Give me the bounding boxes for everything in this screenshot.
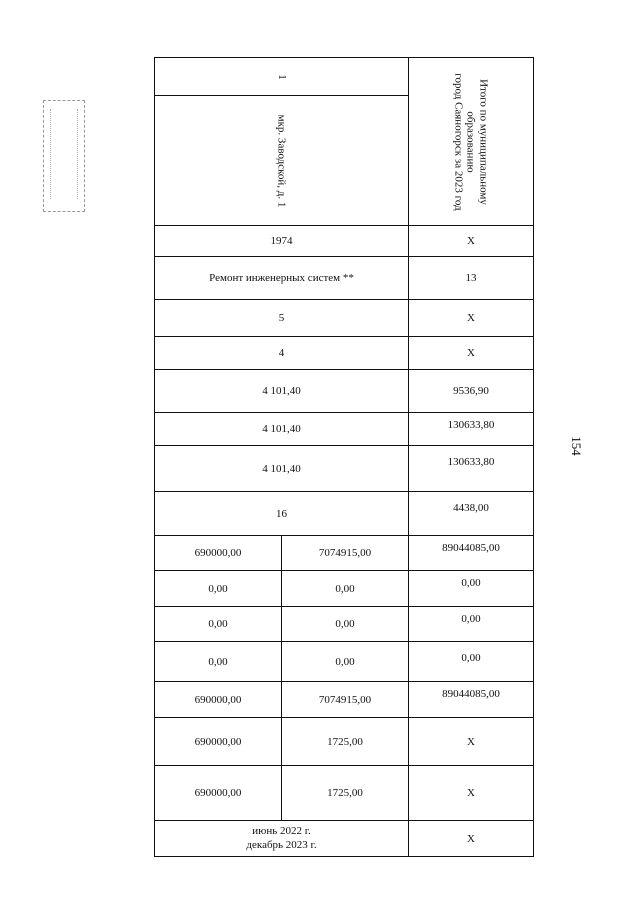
cell-right: 0,00: [408, 571, 533, 606]
cell-b: 0,00: [281, 571, 408, 606]
cell-right: 89044085,00: [408, 536, 533, 570]
cell-left: Ремонт инженерных систем **: [209, 272, 354, 284]
cell-right: 0,00: [408, 642, 533, 681]
header-row: [155, 58, 533, 226]
cell-right: 89044085,00: [408, 682, 533, 717]
stamp-mark: [43, 100, 85, 212]
table-row: [155, 607, 533, 642]
cell-left: 4 101,40: [262, 423, 301, 435]
cell-right: 4438,00: [408, 492, 533, 535]
header-right-line: город Саяногорск за 2023 год: [452, 72, 465, 211]
cell-right: Х: [408, 337, 533, 369]
table-row: [155, 766, 533, 821]
cell-left: 16: [276, 507, 287, 520]
cell-right: Х: [408, 226, 533, 256]
cell-right: 130633,80: [408, 413, 533, 445]
cell-right: Х: [408, 300, 533, 336]
table-row: [155, 257, 533, 300]
table-row: [155, 226, 533, 257]
cell-left: 4: [278, 347, 285, 359]
header-right-text: [452, 73, 490, 210]
cell-right: 13: [408, 257, 533, 299]
cell-left: 4 101,40: [262, 462, 301, 475]
cell-b: 0,00: [281, 607, 408, 641]
table-row: [155, 642, 533, 682]
table-row: [155, 492, 533, 536]
header-right-line: Итого по муниципальному: [477, 78, 490, 205]
cell-a: 690000,00: [194, 735, 242, 748]
cell-right: Х: [408, 718, 533, 765]
header-right-line: образованию: [465, 110, 478, 173]
cell-b: 1725,00: [281, 718, 408, 765]
table-row: [155, 571, 533, 607]
header-number-label: 1: [275, 73, 288, 80]
cell-right: Х: [408, 766, 533, 820]
cell-b: 0,00: [281, 642, 408, 681]
data-table: [154, 57, 534, 857]
date-start: июнь 2022 г.: [252, 825, 311, 838]
table-row: [155, 413, 533, 446]
date-end: декабрь 2023 г.: [246, 838, 317, 851]
cell-left: 4 101,40: [262, 385, 301, 397]
header-right: [408, 58, 533, 225]
table-row: [155, 718, 533, 766]
cell-right: 9536,90: [408, 370, 533, 412]
table-row: [155, 821, 533, 856]
cell-a: 690000,00: [194, 787, 242, 799]
cell-left-dates: [155, 821, 408, 856]
cell-right: 130633,80: [408, 446, 533, 491]
cell-a: 0,00: [208, 655, 228, 668]
cell-right: 0,00: [408, 607, 533, 641]
cell-right: Х: [408, 821, 533, 856]
cell-a: 0,00: [208, 618, 228, 630]
cell-a: 690000,00: [194, 693, 242, 706]
cell-b: 1725,00: [281, 766, 408, 820]
header-left-top: [155, 58, 408, 96]
cell-a: 690000,00: [194, 547, 242, 559]
header-left-address: [155, 96, 408, 226]
table-row: [155, 337, 533, 370]
table-row: [155, 682, 533, 718]
cell-b: 7074915,00: [281, 536, 408, 570]
address-label: мкр. Заводской, д. 1: [275, 114, 288, 208]
table-row: [155, 370, 533, 413]
table-row: [155, 300, 533, 337]
cell-a: 0,00: [208, 582, 228, 595]
table-row: [155, 446, 533, 492]
table-row: [155, 536, 533, 571]
page-number: 154: [568, 436, 584, 456]
cell-left: 5: [278, 312, 285, 324]
cell-b: 7074915,00: [281, 682, 408, 717]
cell-left: 1974: [270, 235, 293, 247]
